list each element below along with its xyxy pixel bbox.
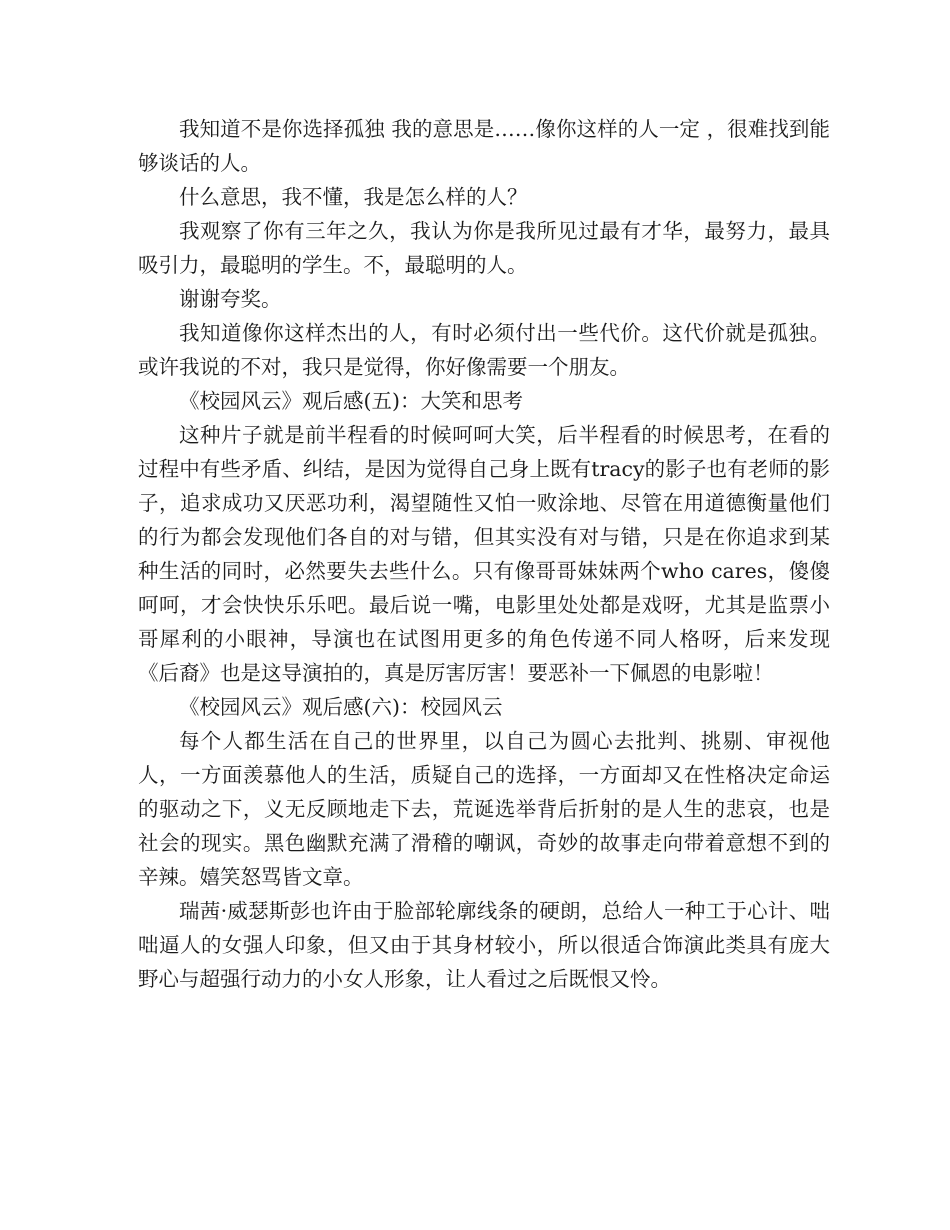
- section-heading-5: 《校园风云》观后感(五)：大笑和思考: [179, 389, 523, 413]
- paragraph-review-6: 每个人都生活在自己的世界里，以自己为圆心去批判、挑剔、审视他人，一方面羡慕他人的生活，质疑自己的选择，一方面却又在性格决定命运的驱动之下，义无反顾地走下去，荒诞选举背后折射的是人生的悲哀，也是社会的现实。黑色幽默充满了滑稽的嘲讽，奇妙的故事走向带着意想不到的辛辣。嬉笑怒骂皆文章。: [138, 729, 830, 889]
- paragraph-dialogue-3: 我观察了你有三年之久，我认为你是我所见过最有才华，最努力，最具吸引力，最聪明的学生。不，最聪明的人。: [138, 219, 830, 277]
- paragraph-review-5: 这种片子就是前半程看的时候呵呵大笑，后半程看的时候思考，在看的过程中有些矛盾、纠结，是因为觉得自己身上既有tracy的影子也有老师的影子，追求成功又厌恶功利，渴望随性又怕一败涂地、尽管在用道德衡量他们的行为都会发现他们各自的对与错，但其实没有对与错，只是在你追求到某种生活的同时，必然要失去些什么。只有像哥哥妹妹两个who cares，傻傻呵呵，才会快快乐乐吧。最后说一嘴，电影里处处都是戏呀，尤其是监票小哥犀利的小眼神，导演也在试图用更多的角色传递不同人格呀，后来发现《后裔》也是这导演拍的，真是厉害厉害！要恶补一下佩恩的电影啦！: [138, 423, 830, 685]
- paragraph-dialogue-1: 我知道不是你选择孤独 我的意思是……像你这样的人一定 ，很难找到能够谈话的人。: [138, 117, 830, 175]
- paragraph-actress: 瑞茜·威瑟斯彭也许由于脸部轮廓线条的硬朗，总给人一种工于心计、咄咄逼人的女强人印象，但又由于其身材较小，所以很适合饰演此类具有庞大野心与超强行动力的小女人形象，让人看过之后既恨又怜。: [138, 899, 830, 991]
- paragraph-dialogue-2: 什么意思，我不懂，我是怎么样的人？: [179, 185, 528, 209]
- section-heading-6: 《校园风云》观后感(六)：校园风云: [179, 695, 503, 719]
- paragraph-dialogue-5: 我知道像你这样杰出的人，有时必须付出一些代价。这代价就是孤独。或许我说的不对，我只是觉得，你好像需要一个朋友。: [138, 321, 830, 379]
- paragraph-dialogue-4: 谢谢夸奖。: [179, 287, 282, 311]
- document-body: [138, 112, 830, 996]
